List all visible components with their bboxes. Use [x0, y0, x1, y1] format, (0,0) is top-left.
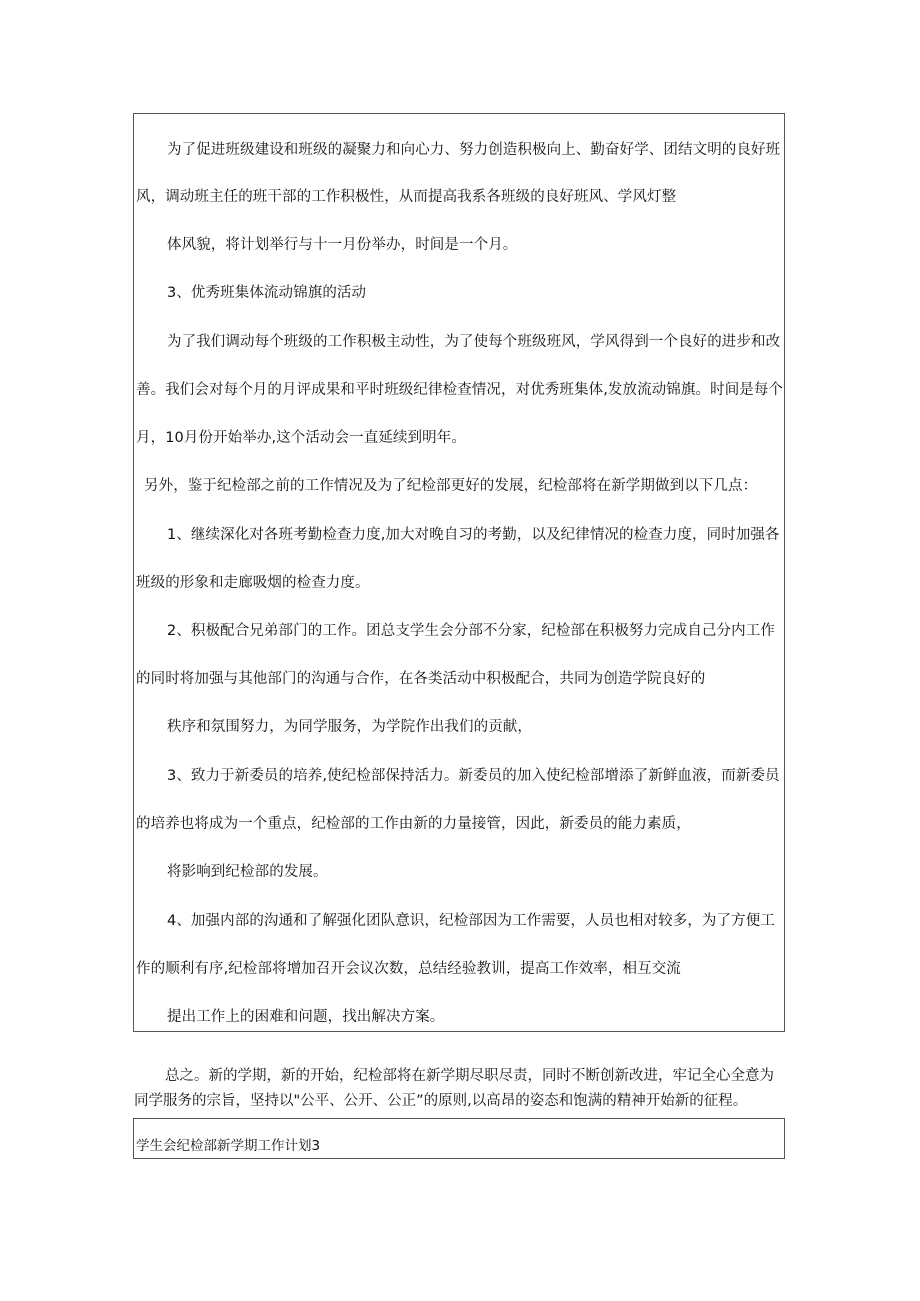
paragraph-line: 风，调动班主任的班干部的工作积极性，从而提高我系各班级的良好班风、学风灯整 — [136, 189, 677, 205]
paragraph-line: 另外，鉴于纪检部之前的工作情况及为了纪检部更好的发展，纪检部将在新学期做到以下几点： — [144, 478, 758, 494]
paragraph-line: 2、积极配合兄弟部门的工作。团总支学生会分部不分家，纪检部在积极努力完成自己分内工作 — [167, 623, 775, 639]
content-box — [133, 113, 785, 1032]
paragraph-line: 的同时将加强与其他部门的沟通与合作，在各类活动中积极配合，共同为创造学院良好的 — [136, 671, 706, 687]
paragraph-line: 班级的形象和走廊吸烟的检查力度。 — [136, 575, 370, 591]
paragraph-line: 秩序和氛围努力，为同学服务，为学院作出我们的贡献， — [167, 719, 532, 735]
conclusion-line: 同学服务的宗旨，坚持以"公平、公开、公正”的原则,以高昂的姿态和饱满的精神开始新的征程。 — [134, 1093, 748, 1109]
paragraph-line: 为了促进班级建设和班级的凝聚力和向心力、努力创造积极向上、勤奋好学、团结文明的良好班 — [167, 142, 781, 158]
paragraph-line: 将影响到纪检部的发展。 — [167, 864, 328, 880]
section-heading: 3、优秀班集体流动锦旗的活动 — [167, 285, 367, 301]
paragraph-line: 1、继续深化对各班考勤检查力度,加大对晚自习的考勤，以及纪律情况的检查力度，同时加强各 — [167, 527, 780, 543]
conclusion-line: 总之。新的学期，新的开始，纪检部将在新学期尽职尽责，同时不断创新改进，牢记全心全意为 — [165, 1068, 774, 1084]
paragraph-line: 体风貌，将计划举行与十一月份举办，时间是一个月。 — [167, 237, 518, 253]
paragraph-line: 作的顺利有序,纪检部将增加召开会议次数，总结经验教训，提高工作效率，相互交流 — [136, 961, 681, 977]
paragraph-line: 4、加强内部的沟通和了解强化团队意识，纪检部因为工作需要，人员也相对较多，为了方便工 — [167, 913, 775, 929]
paragraph-line: 为了我们调动每个班级的工作积极主动性，为了使每个班级班风，学风得到一个良好的进步和改 — [167, 334, 781, 350]
paragraph-line: 提出工作上的困难和问题，找出解决方案。 — [167, 1009, 445, 1025]
section-title: 学生会纪检部新学期工作计划3 — [136, 1138, 321, 1154]
paragraph-line: 3、致力于新委员的培养,使纪检部保持活力。新委员的加入使纪检部增添了新鲜血液，而新委员 — [167, 768, 780, 784]
paragraph-line: 月，10月份开始举办,这个活动会一直延续到明年。 — [136, 430, 466, 446]
section-title-box — [133, 1118, 785, 1159]
paragraph-line: 善。我们会对每个月的月评成果和平时班级纪律检查情况，对优秀班集体,发放流动锦旗。时间是每个 — [136, 382, 784, 398]
paragraph-line: 的培养也将成为一个重点，纪检部的工作由新的力量接管，因此，新委员的能力素质， — [136, 816, 691, 832]
